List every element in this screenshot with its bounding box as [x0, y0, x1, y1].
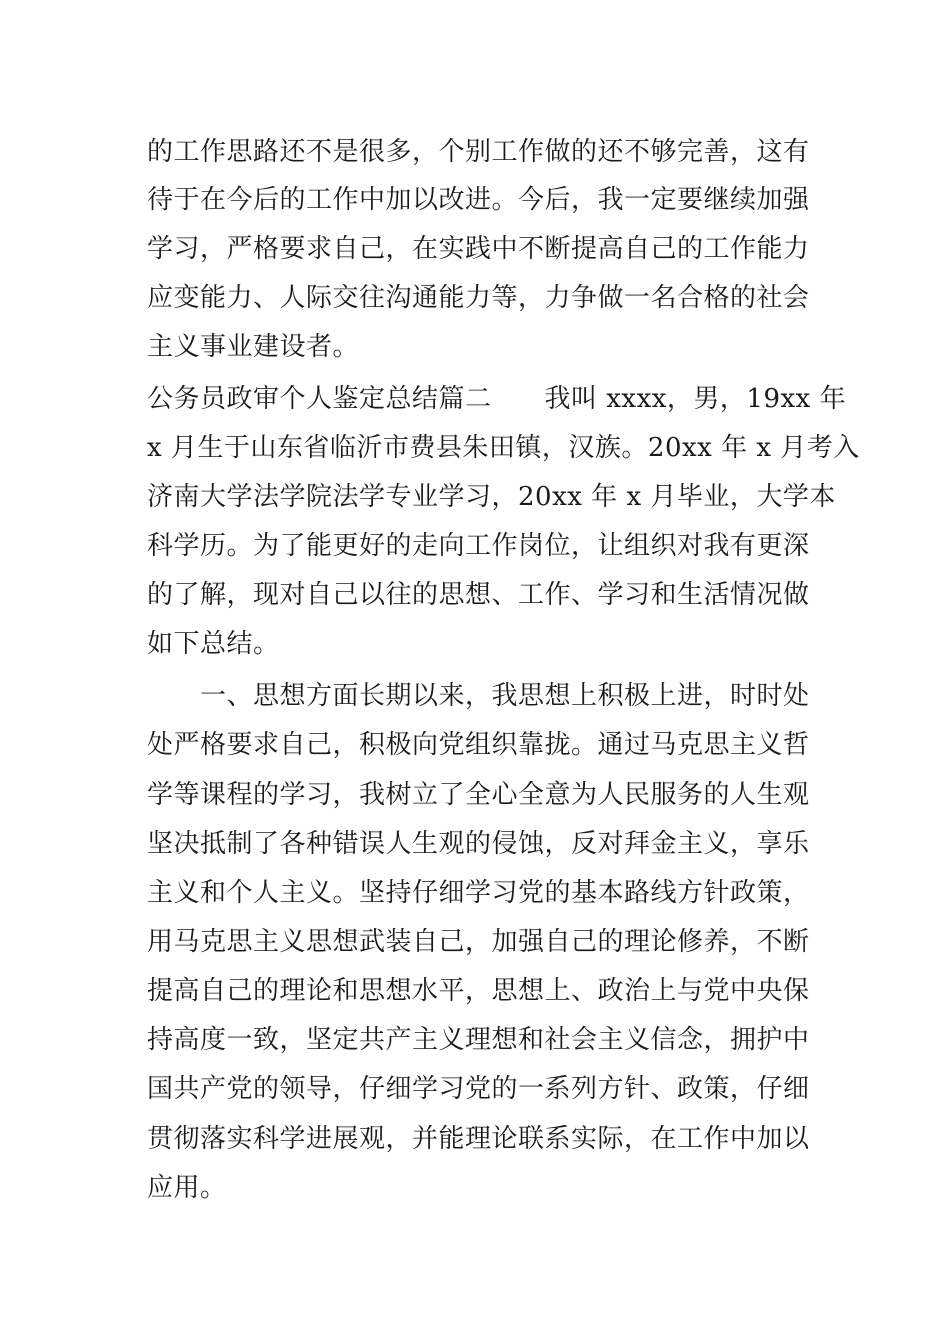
text-line: x 月生于山东省临沂市费县朱田镇，汉族。20xx 年 x 月考入 [147, 433, 860, 463]
text-line: 贯彻落实科学进展观，并能理论联系实际，在工作中加以 [147, 1124, 810, 1154]
text-line: 如下总结。 [147, 629, 280, 659]
text-line: 主义和个人主义。坚持仔细学习党的基本路线方针政策， [147, 878, 810, 908]
text-line: 提高自己的理论和思想水平，思想上、政治上与党中央保 [147, 976, 810, 1006]
text-line: 学等课程的学习，我树立了全心全意为人民服务的人生观 [147, 780, 810, 810]
text-line: 待于在今后的工作中加以改进。今后，我一定要继续加强 [147, 185, 810, 215]
text-line: 济南大学法学院法学专业学习，20xx 年 x 月毕业，大学本 [147, 482, 836, 512]
text-line: 的了解，现对自己以往的思想、工作、学习和生活情况做 [147, 580, 810, 610]
text-line: 坚决抵制了各种错误人生观的侵蚀，反对拜金主义，享乐 [147, 829, 810, 859]
text-line: 应变能力、人际交往沟通能力等，力争做一名合格的社会 [147, 283, 810, 313]
text-line: 的工作思路还不是很多，个别工作做的还不够完善，这有 [147, 137, 810, 167]
text-line: 科学历。为了能更好的走向工作岗位，让组织对我有更深 [147, 531, 810, 561]
paragraph-first-line: 一、思想方面长期以来，我思想上积极上进，时时处 [200, 681, 810, 711]
text-line: 国共产党的领导，仔细学习党的一系列方针、政策，仔细 [147, 1074, 810, 1104]
text-line: 学习，严格要求自己，在实践中不断提高自己的工作能力 [147, 234, 810, 264]
text-line: 持高度一致，坚定共产主义理想和社会主义信念，拥护中 [147, 1025, 810, 1055]
section-heading-line: 公务员政审个人鉴定总结篇二 我叫 xxxx，男，19xx 年 [147, 384, 847, 414]
text-line: 应用。 [147, 1173, 227, 1203]
text-line: 主义事业建设者。 [147, 332, 360, 362]
text-line: 用马克思主义思想武装自己，加强自己的理论修养，不断 [147, 927, 810, 957]
text-line: 处严格要求自己，积极向党组织靠拢。通过马克思主义哲 [147, 730, 810, 760]
